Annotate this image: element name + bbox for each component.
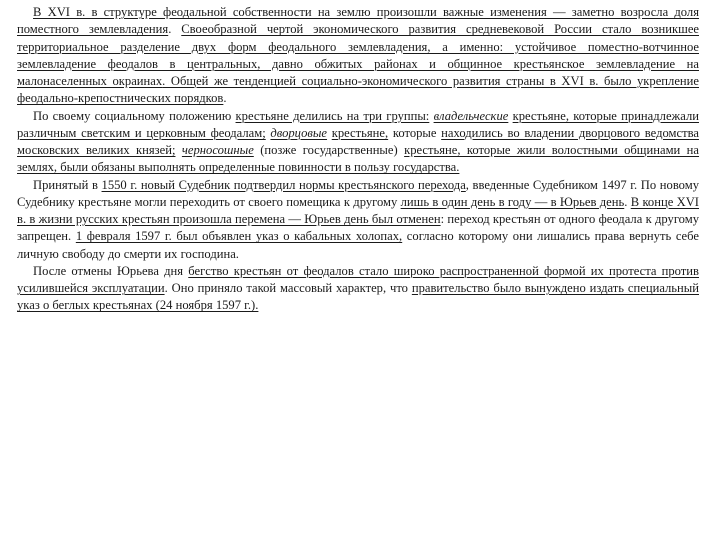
text-run: согласно которому они лишались права вернуть себе личную свободу до смерти их господина. [17, 229, 699, 261]
underlined-text: черносошные [181, 143, 254, 157]
underlined-text: В XVI в. в структуре феодальной собственности на землю произошли важные изменения — заметно возросла доля поместного землевладения [17, 5, 699, 37]
underlined-text: владельческие [433, 108, 509, 123]
text-run: . [168, 22, 182, 37]
underlined-text: правительство было вынуждено издать специальный указ о беглых крестьянах (24 ноября 1597 г.). [17, 281, 699, 313]
paragraph-4 [17, 263, 699, 315]
text-run: , введенные Судебником 1497 г. По новому Судебнику крестьяне могли переходить от своего помещика к другому [17, 177, 700, 209]
text-run: : переход крестьян от одного феодала к другому запрещен. [17, 212, 700, 244]
underlined-text: 1 февраля 1597 г. был объявлен указ о кабальных холопах, [75, 229, 403, 244]
underlined-text: дворцовые [270, 125, 328, 140]
paragraph-3 [17, 177, 699, 263]
paragraph-2 [17, 108, 699, 177]
text-run: . [223, 91, 227, 106]
text-run: которые [388, 125, 442, 140]
underlined-text: крестьяне, [331, 125, 389, 140]
underlined-text: крестьяне делились на три группы: [235, 108, 430, 123]
text-run: . Оно приняло такой массовый характер, что [164, 281, 412, 295]
underlined-text: Своеобразной чертой экономического развития средневековой России стало возникшее территориальное разделение двух форм феодального землевладения, а именно: устойчивое поместно-вотчинное землевладение феодалов в центральных, давно обжитых районах и общинное крестьянское землевладение на малонаселенных окраинах [17, 22, 699, 88]
underlined-text: 1550 г. новый Судебник подтвердил нормы крестьянского перехода [101, 177, 466, 192]
paragraph-1 [17, 4, 699, 108]
underlined-text: В конце XVI в. в жизни русских крестьян произошла перемена — Юрьев день был отменен [17, 194, 699, 226]
underlined-text: лишь в один день в году — в Юрьев день [400, 194, 625, 209]
underlined-text: находились во владении дворцового ведомства московских великих князей; [17, 125, 699, 157]
text-run: Принятый в [33, 177, 102, 192]
text-run: (позже государственные) [253, 143, 405, 157]
underlined-text: крестьяне, которые принадлежали различным светским и церковным феодалам; [17, 108, 699, 140]
document-text-block [17, 4, 699, 315]
text-run: . [624, 194, 631, 209]
underlined-text: . Общей же тенденцией социально-экономического развития страны в XVI в. было укрепление феодально-крепостнических порядков [17, 74, 699, 106]
underlined-text: бегство крестьян от феодалов стало широко распространенной формой их протеста против усилившейся эксплуатации [17, 263, 699, 295]
text-run: По своему социальному положению [33, 108, 236, 123]
text-run: После отмены Юрьева дня [33, 263, 189, 278]
underlined-text: крестьяне, которые жили волостными общинами на землях, были обязаны выполнять определенные повинности в пользу государства. [17, 143, 700, 175]
